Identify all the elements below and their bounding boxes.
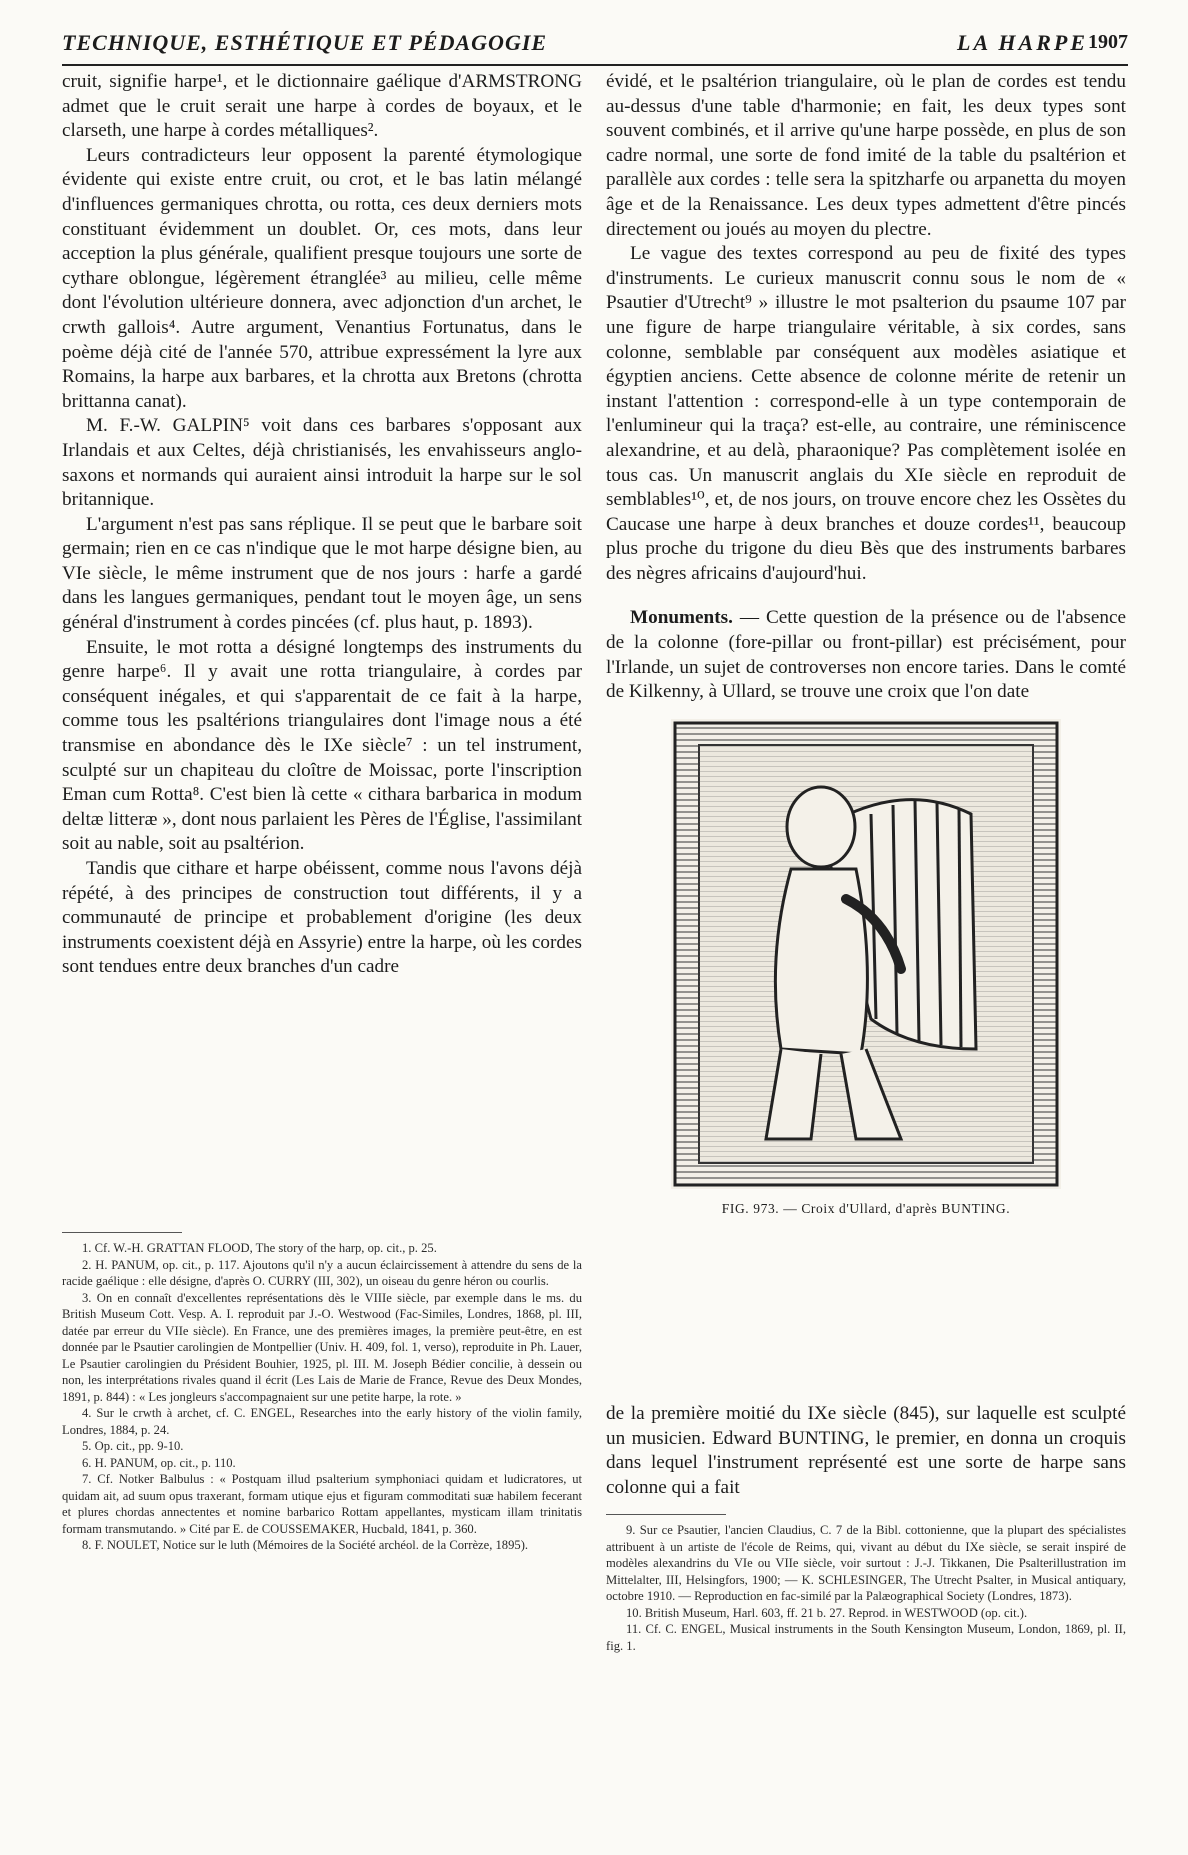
footnote: 1. Cf. W.-H. GRATTAN FLOOD, The story of the harp, op. cit., p. 25. [82, 1241, 437, 1255]
paragraph: évidé, et le psaltérion triangulaire, où le plan de cordes est tendu au-dessus d'une table d'harmonie; en fait, les deux types sont souvent combinés, et il arrive qu'une harpe possède, en plus de son cadre normal, une sorte de fond imité de la table du psaltérion et parallèle aux cordes : telle sera la spitzharfe ou arpanetta du moyen âge et de la Renaissance. Les deux types admettent d'être pincés directement ou joués au moyen du plectre. [606, 71, 1126, 240]
ullard-cross-engraving [671, 719, 1061, 1189]
section-text: — Cette question de la présence ou de l'absence de la colonne (fore-pillar ou front-pillar) est précisément, pour l'Irlande, un sujet de controverses non encore taries. Dans le comté de Kilkenny, à Ullard, se trouve une croix que l'on date [606, 607, 1126, 703]
paragraph: Le vague des textes correspond au peu de fixité des types d'instruments. Le curieux manuscrit connu sous le nom de « Psautier d'Utrecht⁹ » illustre le mot psalterion du psaume 107 par une figure de harpe triangulaire véritable, à six cordes, sans colonne, semblable par conséquent aux modèles asiatique et égyptien anciens. Cette absence de colonne mérite de retenir un instant l'attention : correspond-elle à un type contemporain de l'enlumineur qui la traça? est-elle, au contraire, une réminiscence alexandrine, et au delà, pharaonique? Pas complètement isolée en tous cas. Un manuscrit anglais du XIe siècle en reproduit de semblables¹⁰, et, de nos jours, on trouve encore chez les Ossètes du Caucase une harpe à deux branches et douze cordes¹¹, beaucoup plus proche du trigone du dieu Bès que des instruments barbares des nègres africains d'aujourd'hui. [606, 243, 1126, 584]
footnotes-right [606, 1522, 1126, 1654]
page-number: 1907 [1088, 31, 1128, 53]
right-column-continuation [606, 1402, 1126, 1500]
footnote: 9. Sur ce Psautier, l'ancien Claudius, C. 7 de la Bibl. cottonienne, que la plupart des spécialistes attribuent à un artiste de l'école de Reims, qui, vivant au début du IXe siècle, se serait inspiré de modèles alexandrins du VIe ou VIIe siècle, voir surtout : J.-J. Tikkanen, Die Psalterillustration im Mittelalter, III, Helsingfors, 1900; — K. SCHLESINGER, The Utrecht Psalter, in Musical antiquary, octobre 1910. — Reproduction en fac-similé par la Palæographical Society (Londres, 1873). [606, 1523, 1126, 1603]
paragraph: M. F.-W. GALPIN⁵ voit dans ces barbares s'opposant aux Irlandais et aux Celtes, déjà christianisés, les envahisseurs anglo-saxons et normands qui auraient ainsi introduit la harpe sur le sol britannique. [62, 415, 582, 511]
header-chapter-title: LA HARPE [957, 30, 1088, 55]
running-header [62, 30, 1128, 66]
paragraph: Leurs contradicteurs leur opposent la parenté étymologique évidente qui existe entre cruit, ou crot, et le bas latin mélangé d'influences germaniques chrotta, ou rotta, ces deux derniers mots constituant évidemment un doublet. Or, ces mots, dans leur acception la plus générale, qualifient presque toujours une sorte de cythare oblongue, légèrement étranglée³ au milieu, celle même dont l'évolution ultérieure donnera, avec adjonction d'un archet, le crwth gallois⁴. Autre argument, Venantius Fortunatus, dans le poème déjà cité de l'année 570, attribue expressément la lyre aux Romains, la harpe aux barbares, et la chrotta aux Bretons (chrotta brittanna canat). [62, 144, 582, 412]
footnote-rule [62, 1232, 182, 1233]
footnote: 11. Cf. C. ENGEL, Musical instruments in the South Kensington Museum, London, 1869, pl. II, fig. 1. [606, 1622, 1126, 1653]
footnote-rule [606, 1514, 726, 1515]
figure [606, 719, 1126, 1222]
footnote: 3. On en connaît d'excellentes représentations dès le VIIIe siècle, par exemple dans le ms. du British Museum Cott. Vesp. A. I. reproduit par J.-O. Westwood (Fac-Similes, Londres, 1868, pl. III, datée par erreur du VIIe siècle). En France, une des premières images, la première peut-être, en est donnée par le Psautier carolingien de Montpellier (Univ. H. 409, fol. 1, verso), reproduite in Ph. Lauer, Le Psautier carolingien du Président Bouhier, 1925, pl. III. M. Joseph Bédier concilie, à dessein ou non, les interprétations rivales quand il écrit (Les Lais de Marie de France, Revue des Deux Mondes, 1891, p. 844) : « Les jongleurs s'accompagnaient sur une petite harpe, la rote. » [62, 1290, 582, 1404]
footnotes-left [62, 1240, 582, 1554]
footnote: 10. British Museum, Harl. 603, ff. 21 b. 27. Reprod. in WESTWOOD (op. cit.). [626, 1605, 1028, 1620]
paragraph: L'argument n'est pas sans réplique. Il se peut que le barbare soit germain; rien en ce cas n'indique que le mot harpe désigne bien, au VIe siècle, le même instrument que de nos jours : harfe a gardé dans les langues germaniques, pendant tout le moyen âge, un sens général d'instrument à cordes pincées (cf. plus haut, p. 1893). [62, 513, 582, 634]
header-section-title: TECHNIQUE, ESTHÉTIQUE ET PÉDAGOGIE [62, 30, 548, 55]
right-column [606, 70, 1126, 1221]
footnote: 7. Cf. Notker Balbulus : « Postquam illud psalterium symphoniaci quidam et ludicratores, ut quidam ait, ad suum opus traxerant, formam utique ejus et figuram commoditati suæ habilem fecerant et plures chordas annectentes et nomine barbarico Rottam appellantes, mysticam illam trinitatis formam transmutando. » Cité par E. de COUSSEMAKER, Hucbald, 1841, p. 360. [62, 1472, 582, 1536]
footnote: 4. Sur le crwth à archet, cf. C. ENGEL, Researches into the early history of the violin family, Londres, 1884, p. 24. [62, 1406, 582, 1437]
footnote: 2. H. PANUM, op. cit., p. 117. Ajoutons qu'il n'y a aucun éclaircissement à attendre du sens de la racide gaélique : elle désigne, d'après O. CURRY (III, 302), un oiseau du genre héron ou courlis. [62, 1257, 582, 1288]
figure-caption: FIG. 973. — Croix d'Ullard, d'après BUNTING. [721, 1200, 1011, 1216]
footnote: 5. Op. cit., pp. 9-10. [82, 1439, 184, 1453]
left-column [62, 70, 582, 980]
paragraph: Tandis que cithare et harpe obéissent, comme nous l'avons déjà répété, à des principes de construction tout différents, il y a communauté de principe et probablement d'origine (les deux instruments coexistent déjà en Assyrie) entre la harpe, où les cordes sont tendues entre deux branches d'un cadre [62, 858, 582, 978]
section-paragraph [606, 606, 1126, 704]
footnote: 6. H. PANUM, op. cit., p. 110. [82, 1455, 236, 1470]
footnote: 8. F. NOULET, Notice sur le luth (Mémoires de la Société archéol. de la Corrèze, 1895). [82, 1538, 529, 1552]
paragraph: Ensuite, le mot rotta a désigné longtemps des instruments du genre harpe⁶. Il y avait une rotta triangulaire, à cordes par conséquent inégales, et qui s'apparentait de ce fait à la harpe, comme tous les psaltérions triangulaires dont l'image nous a été transmise en abondance dès le IXe siècle⁷ : un tel instrument, sculpté sur un chapiteau du cloître de Moissac, porte l'inscription Eman cum Rotta⁸. C'est bien là cette « cithara barbarica in modum deltæ litteræ », dont nous parlaient les Pères de l'Église, l'assimilant soit au nable, soit au psaltérion. [62, 636, 582, 855]
section-heading: Monuments. [630, 607, 733, 629]
paragraph: cruit, signifie harpe¹, et le dictionnaire gaélique d'ARMSTRONG admet que le cruit serait une harpe à cordes de boyaux, et le clarseth, une harpe à cordes métalliques². [62, 71, 582, 142]
paragraph: de la première moitié du IXe siècle (845), sur laquelle est sculpté un musicien. Edward BUNTING, le premier, en donna un croquis dans lequel l'instrument représenté est une sorte de harpe sans colonne qui a fait [606, 1403, 1126, 1498]
